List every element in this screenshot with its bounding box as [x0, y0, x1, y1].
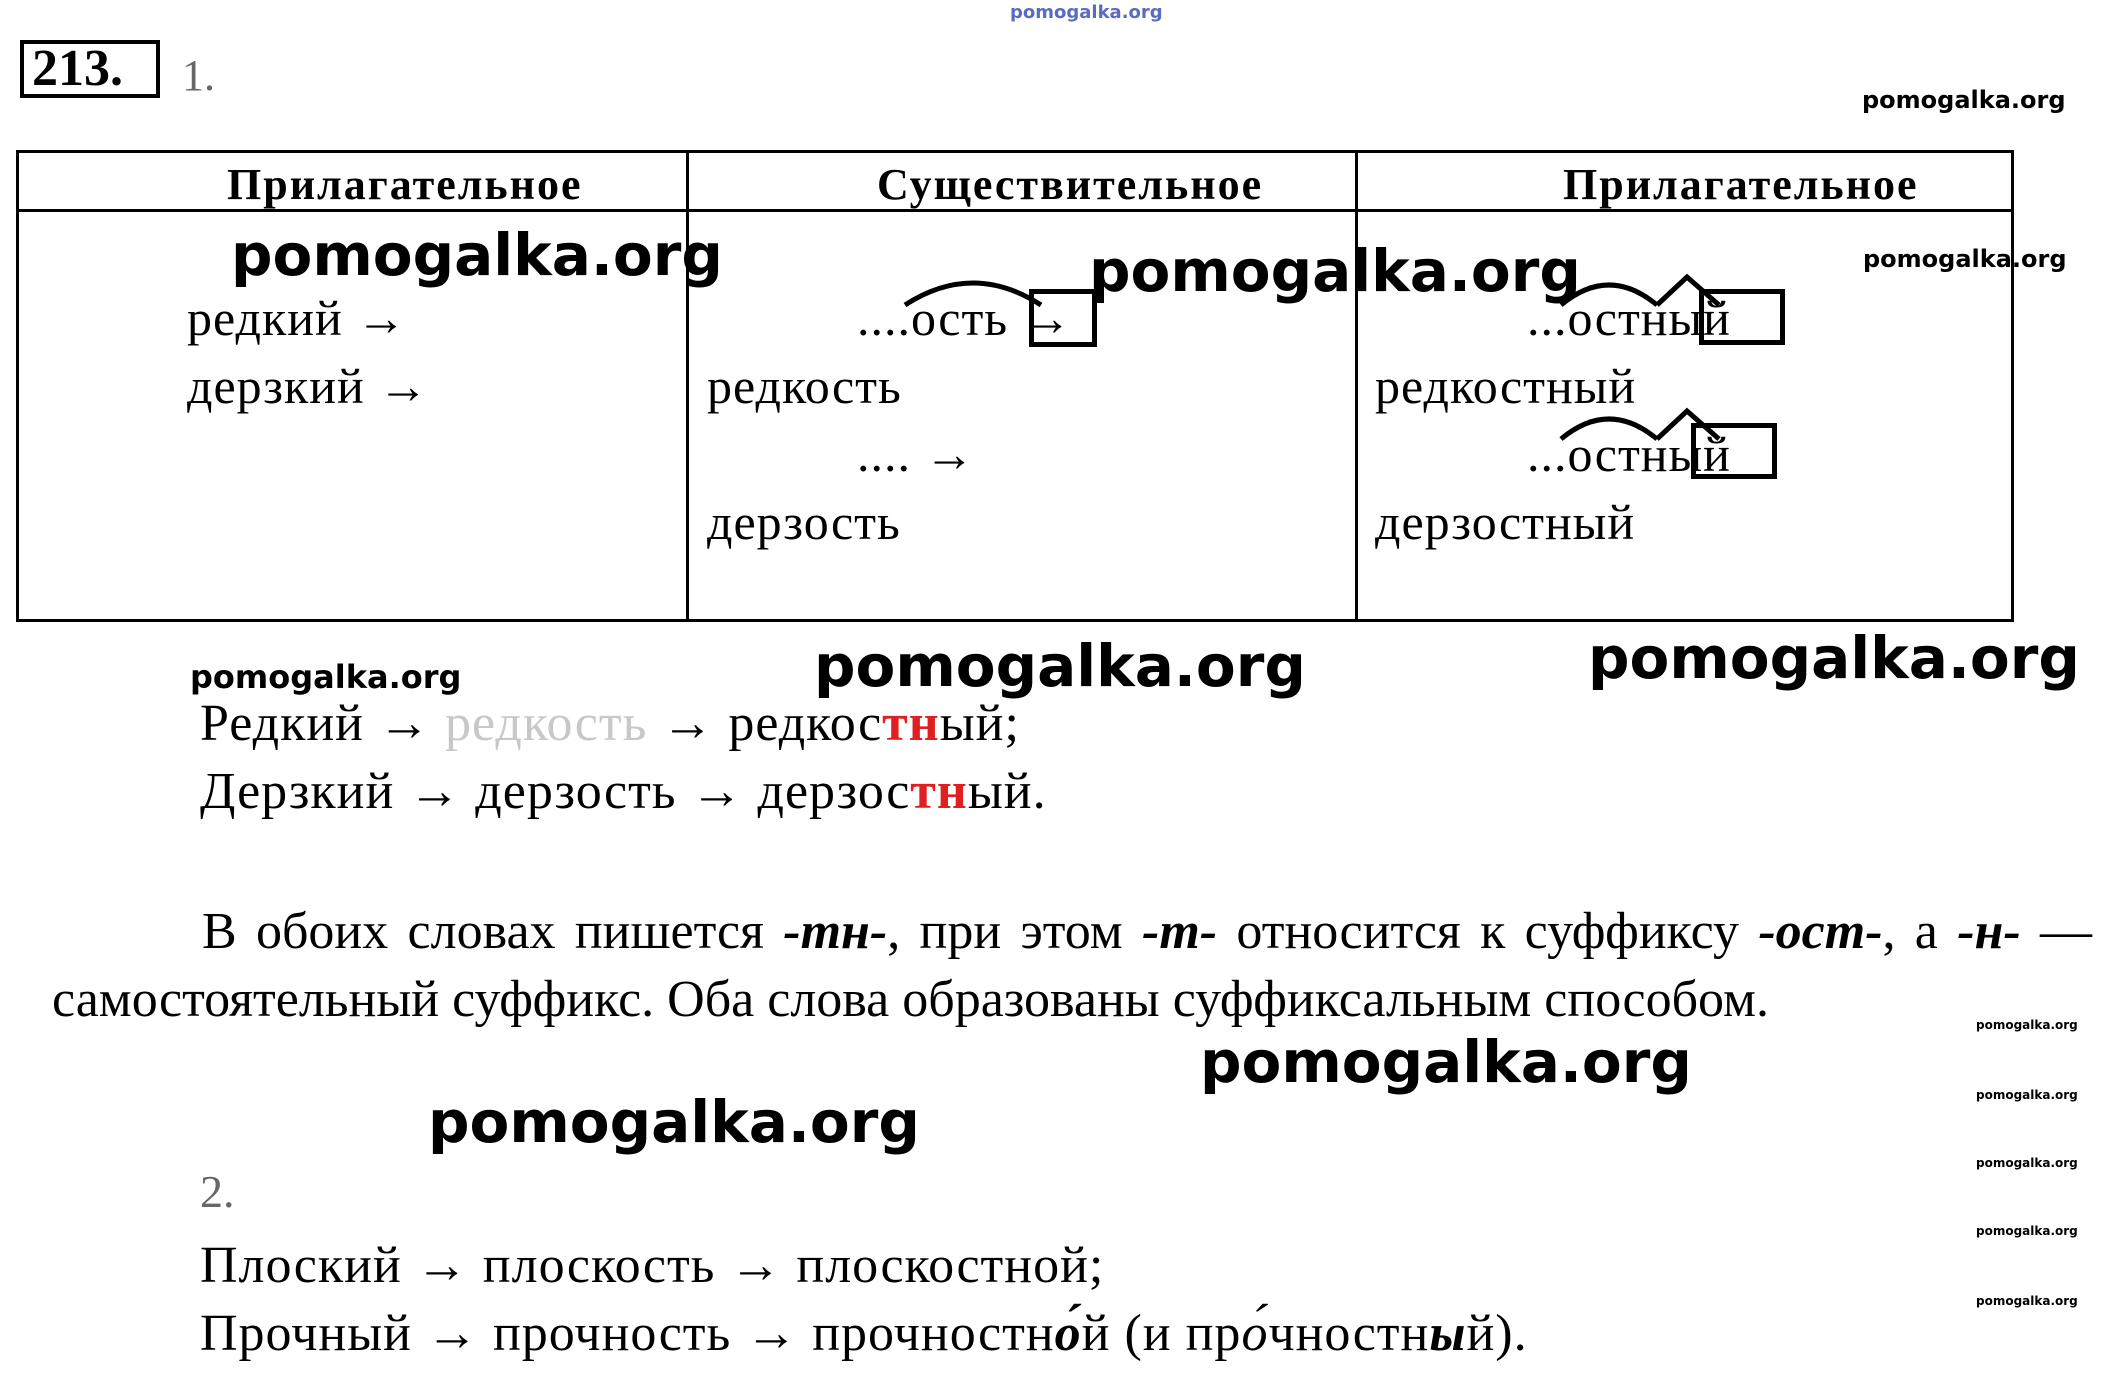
- watermark: pomogalka.org: [1588, 624, 2080, 692]
- part2-text: й (и пр: [1081, 1305, 1242, 1362]
- part2-line-2: [200, 1304, 1528, 1363]
- word-formation-table: [16, 150, 2067, 622]
- explanation-part: относится к суффиксу: [1217, 903, 1759, 960]
- chain-text: ый.: [967, 763, 1047, 820]
- explanation-part: , а: [1882, 903, 1958, 960]
- watermark: pomogalka.org: [190, 658, 462, 696]
- watermark: pomogalka.org: [1976, 1294, 2078, 1308]
- explanation-part: — самостоятельный суффикс. Оба слова образованы суффиксальным способом.: [52, 903, 2092, 1028]
- watermark: pomogalka.org: [1200, 1028, 1692, 1096]
- noun-word-2: дерзость: [707, 494, 901, 550]
- table-header-noun: Существительное: [877, 160, 1264, 209]
- watermark: pomogalka.org: [1862, 86, 2066, 114]
- part2-text: й).: [1466, 1305, 1528, 1362]
- highlighted-letters: тн: [910, 763, 968, 820]
- explanation-part: , при этом: [887, 903, 1143, 960]
- explanation-text: [52, 898, 2092, 1034]
- table-column-divider: [1355, 153, 1358, 619]
- watermark: pomogalka.org: [1089, 237, 1581, 305]
- source-word-1: редкий →: [187, 290, 408, 346]
- adjective-scheme-1: ...остный: [1527, 290, 1731, 346]
- stressed-letter: о́: [1241, 1305, 1269, 1362]
- noun-scheme-2: .... →: [857, 426, 976, 482]
- chain-line-2: [200, 762, 1047, 821]
- part-1-label: 1.: [182, 51, 215, 100]
- morpheme-tn: -тн-: [783, 903, 888, 960]
- chain-text: Дерзкий → дерзость → дерзос: [200, 763, 911, 820]
- part-2-label: 2.: [200, 1166, 235, 1217]
- chain-line-1: [200, 694, 1020, 753]
- chain-text: → редкос: [647, 695, 883, 752]
- part2-text: Прочный → прочность → прочностн: [200, 1305, 1055, 1362]
- chain-text: Редкий →: [200, 695, 446, 752]
- task-number: 213.: [20, 40, 160, 98]
- ending-letter: ы: [1429, 1305, 1467, 1362]
- noun-scheme-1: ....ость →: [857, 290, 1073, 346]
- source-word-2: дерзкий →: [187, 358, 430, 414]
- watermark: pomogalka.org: [1976, 1088, 2078, 1102]
- morpheme-n: -н-: [1957, 903, 2021, 960]
- watermark: pomogalka.org: [1976, 1018, 2078, 1032]
- morpheme-ost: -ост-: [1758, 903, 1883, 960]
- table-header-adjective: Прилагательное: [227, 160, 583, 209]
- watermark-top: pomogalka.org: [1010, 2, 1163, 23]
- watermark: pomogalka.org: [1976, 1224, 2078, 1238]
- watermark: pomogalka.org: [428, 1088, 920, 1156]
- chain-text: редкость: [445, 695, 648, 752]
- watermark: pomogalka.org: [814, 632, 1306, 700]
- noun-word-1: редкость: [707, 358, 902, 414]
- table-header-adjective-2: Прилагательное: [1563, 160, 1919, 209]
- watermark: pomogalka.org: [231, 221, 723, 289]
- adjective-scheme-2: ...остный: [1527, 426, 1731, 482]
- watermark: pomogalka.org: [1863, 245, 2067, 273]
- chain-text: ый;: [939, 695, 1020, 752]
- stressed-letter: о́: [1054, 1305, 1082, 1362]
- morpheme-t: -т-: [1142, 903, 1218, 960]
- highlighted-letters: тн: [882, 695, 940, 752]
- adjective-word-2: дерзостный: [1375, 494, 1636, 550]
- part2-line-1: Плоский → плоскость → плоскостной;: [200, 1237, 1105, 1294]
- adjective-word-1: редкостный: [1375, 358, 1637, 414]
- explanation-part: В обоих словах пишется: [202, 903, 784, 960]
- watermark: pomogalka.org: [1976, 1156, 2078, 1170]
- part2-text: чностн: [1268, 1305, 1430, 1362]
- explanation-paragraph: [52, 898, 2092, 1034]
